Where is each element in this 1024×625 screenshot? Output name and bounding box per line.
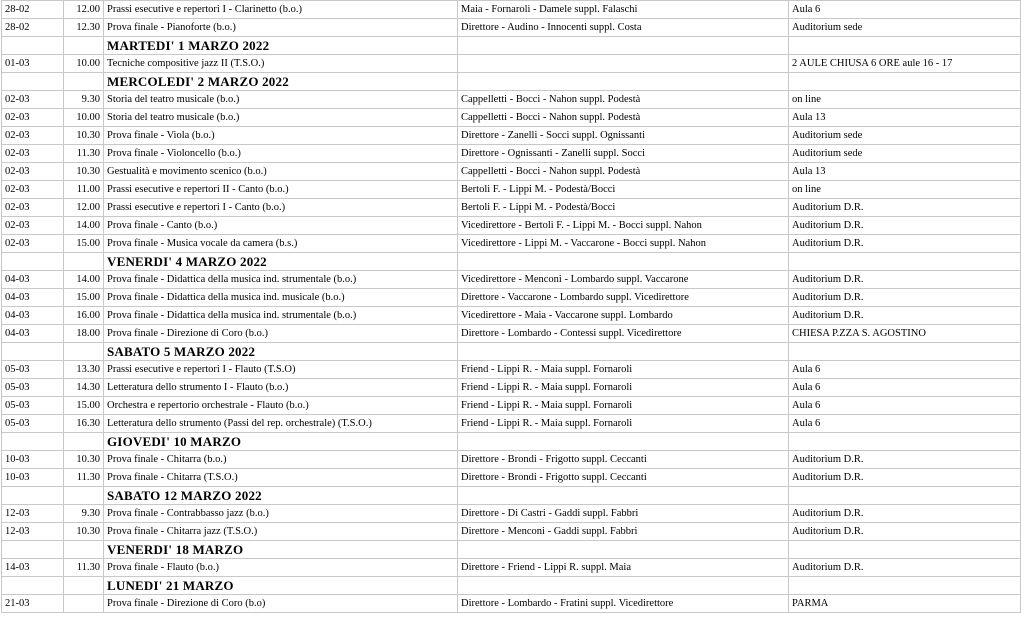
day-title: VENERDI' 4 MARZO 2022: [104, 253, 458, 271]
date-cell: 05-03: [2, 379, 64, 397]
day-header-row: [2, 253, 1021, 271]
date-cell: 10-03: [2, 469, 64, 487]
blank-cell: [789, 487, 1021, 505]
date-cell: 02-03: [2, 181, 64, 199]
blank-cell: [789, 433, 1021, 451]
blank-cell: [789, 37, 1021, 55]
table-row: [2, 163, 1021, 181]
date-cell: 04-03: [2, 289, 64, 307]
exam-schedule-table: [1, 0, 1021, 613]
time-cell: 10.00: [64, 55, 104, 73]
table-row: [2, 451, 1021, 469]
time-cell: 16.00: [64, 307, 104, 325]
room-cell: Auditorium D.R.: [789, 559, 1021, 577]
table-row: [2, 325, 1021, 343]
room-cell: 2 AULE CHIUSA 6 ORE aule 16 - 17: [789, 55, 1021, 73]
time-cell: 11.30: [64, 145, 104, 163]
commission-cell: Friend - Lippi R. - Maia suppl. Fornaroli: [458, 415, 789, 433]
table-row: [2, 1, 1021, 19]
time-cell: 9.30: [64, 91, 104, 109]
date-cell: 02-03: [2, 235, 64, 253]
room-cell: Auditorium D.R.: [789, 235, 1021, 253]
course-cell: Prova finale - Direzione di Coro (b.o.): [104, 325, 458, 343]
commission-cell: Maia - Fornaroli - Damele suppl. Falaschi: [458, 1, 789, 19]
blank-cell: [789, 253, 1021, 271]
commission-cell: Direttore - Di Castri - Gaddi suppl. Fabbri: [458, 505, 789, 523]
blank-cell: [458, 577, 789, 595]
blank-cell: [789, 541, 1021, 559]
table-row: [2, 55, 1021, 73]
time-cell: 10.30: [64, 451, 104, 469]
date-cell: 02-03: [2, 217, 64, 235]
course-cell: Prova finale - Canto (b.o.): [104, 217, 458, 235]
blank-cell: [458, 433, 789, 451]
blank-cell: [789, 73, 1021, 91]
room-cell: Auditorium D.R.: [789, 523, 1021, 541]
course-cell: Prova finale - Pianoforte (b.o.): [104, 19, 458, 37]
blank-cell: [789, 577, 1021, 595]
table-row: [2, 361, 1021, 379]
day-title: MERCOLEDI' 2 MARZO 2022: [104, 73, 458, 91]
course-cell: Prova finale - Chitarra jazz (T.S.O.): [104, 523, 458, 541]
commission-cell: Direttore - Brondi - Frigotto suppl. Ceccanti: [458, 469, 789, 487]
blank-cell: [64, 37, 104, 55]
course-cell: Tecniche compositive jazz II (T.S.O.): [104, 55, 458, 73]
blank-cell: [458, 37, 789, 55]
course-cell: Prova finale - Chitarra (T.S.O.): [104, 469, 458, 487]
time-cell: 16.30: [64, 415, 104, 433]
course-cell: Letteratura dello strumento I - Flauto (b.o.): [104, 379, 458, 397]
day-title: GIOVEDI' 10 MARZO: [104, 433, 458, 451]
date-cell: 28-02: [2, 1, 64, 19]
room-cell: Aula 13: [789, 163, 1021, 181]
date-cell: 02-03: [2, 109, 64, 127]
date-cell: 04-03: [2, 271, 64, 289]
table-row: [2, 217, 1021, 235]
date-cell: 04-03: [2, 307, 64, 325]
blank-cell: [458, 253, 789, 271]
room-cell: Aula 6: [789, 397, 1021, 415]
course-cell: Prassi esecutive e repertori I - Canto (b.o.): [104, 199, 458, 217]
blank-cell: [64, 577, 104, 595]
table-row: [2, 595, 1021, 613]
room-cell: Auditorium D.R.: [789, 451, 1021, 469]
day-header-row: [2, 541, 1021, 559]
date-cell: 02-03: [2, 199, 64, 217]
blank-cell: [458, 487, 789, 505]
blank-cell: [2, 433, 64, 451]
blank-cell: [789, 343, 1021, 361]
date-cell: 01-03: [2, 55, 64, 73]
commission-cell: Direttore - Lombardo - Contessi suppl. Vicedirettore: [458, 325, 789, 343]
table-row: [2, 379, 1021, 397]
table-row: [2, 307, 1021, 325]
commission-cell: Direttore - Vaccarone - Lombardo suppl. Vicedirettore: [458, 289, 789, 307]
commission-cell: Vicedirettore - Lippi M. - Vaccarone - Bocci suppl. Nahon: [458, 235, 789, 253]
commission-cell: Direttore - Zanelli - Socci suppl. Ognissanti: [458, 127, 789, 145]
table-row: [2, 109, 1021, 127]
room-cell: Auditorium D.R.: [789, 271, 1021, 289]
room-cell: Aula 13: [789, 109, 1021, 127]
time-cell: 15.00: [64, 397, 104, 415]
room-cell: on line: [789, 91, 1021, 109]
room-cell: Auditorium D.R.: [789, 289, 1021, 307]
day-title: LUNEDI' 21 MARZO: [104, 577, 458, 595]
course-cell: Prova finale - Musica vocale da camera (b.s.): [104, 235, 458, 253]
date-cell: 12-03: [2, 505, 64, 523]
blank-cell: [64, 73, 104, 91]
room-cell: Auditorium D.R.: [789, 469, 1021, 487]
time-cell: 10.30: [64, 523, 104, 541]
table-row: [2, 235, 1021, 253]
time-cell: 11.30: [64, 559, 104, 577]
course-cell: Prova finale - Chitarra (b.o.): [104, 451, 458, 469]
time-cell: 14.00: [64, 217, 104, 235]
blank-cell: [458, 73, 789, 91]
commission-cell: Friend - Lippi R. - Maia suppl. Fornaroli: [458, 397, 789, 415]
day-title: SABATO 5 MARZO 2022: [104, 343, 458, 361]
time-cell: 14.00: [64, 271, 104, 289]
course-cell: Prova finale - Didattica della musica ind. musicale (b.o.): [104, 289, 458, 307]
commission-cell: Direttore - Audino - Innocenti suppl. Costa: [458, 19, 789, 37]
course-cell: Prova finale - Didattica della musica ind. strumentale (b.o.): [104, 271, 458, 289]
table-row: [2, 289, 1021, 307]
blank-cell: [2, 37, 64, 55]
date-cell: 04-03: [2, 325, 64, 343]
day-header-row: [2, 433, 1021, 451]
time-cell: 10.30: [64, 127, 104, 145]
room-cell: Auditorium D.R.: [789, 505, 1021, 523]
time-cell: 13.30: [64, 361, 104, 379]
blank-cell: [64, 433, 104, 451]
time-cell: 9.30: [64, 505, 104, 523]
blank-cell: [64, 541, 104, 559]
room-cell: Auditorium sede: [789, 145, 1021, 163]
room-cell: PARMA: [789, 595, 1021, 613]
table-row: [2, 271, 1021, 289]
table-row: [2, 199, 1021, 217]
room-cell: Aula 6: [789, 415, 1021, 433]
time-cell: [64, 595, 104, 613]
room-cell: Aula 6: [789, 1, 1021, 19]
blank-cell: [64, 343, 104, 361]
course-cell: Letteratura dello strumento (Passi del rep. orchestrale) (T.S.O.): [104, 415, 458, 433]
date-cell: 14-03: [2, 559, 64, 577]
course-cell: Prassi esecutive e repertori I - Flauto (T.S.O): [104, 361, 458, 379]
room-cell: Aula 6: [789, 361, 1021, 379]
commission-cell: [458, 55, 789, 73]
day-header-row: [2, 73, 1021, 91]
date-cell: 28-02: [2, 19, 64, 37]
commission-cell: Direttore - Menconi - Gaddi suppl. Fabbri: [458, 523, 789, 541]
time-cell: 15.00: [64, 235, 104, 253]
time-cell: 12.30: [64, 19, 104, 37]
table-row: [2, 415, 1021, 433]
date-cell: 02-03: [2, 91, 64, 109]
commission-cell: Bertoli F. - Lippi M. - Podestà/Bocci: [458, 199, 789, 217]
table-row: [2, 91, 1021, 109]
table-row: [2, 19, 1021, 37]
day-header-row: [2, 577, 1021, 595]
table-row: [2, 127, 1021, 145]
time-cell: 18.00: [64, 325, 104, 343]
time-cell: 11.30: [64, 469, 104, 487]
course-cell: Prova finale - Contrabbasso jazz (b.o.): [104, 505, 458, 523]
table-row: [2, 469, 1021, 487]
blank-cell: [2, 487, 64, 505]
blank-cell: [458, 541, 789, 559]
course-cell: Orchestra e repertorio orchestrale - Flauto (b.o.): [104, 397, 458, 415]
time-cell: 10.00: [64, 109, 104, 127]
room-cell: Auditorium sede: [789, 127, 1021, 145]
room-cell: Auditorium D.R.: [789, 307, 1021, 325]
table-row: [2, 145, 1021, 163]
room-cell: Auditorium sede: [789, 19, 1021, 37]
date-cell: 02-03: [2, 127, 64, 145]
course-cell: Prova finale - Flauto (b.o.): [104, 559, 458, 577]
blank-cell: [2, 253, 64, 271]
room-cell: Auditorium D.R.: [789, 199, 1021, 217]
blank-cell: [64, 253, 104, 271]
date-cell: 05-03: [2, 415, 64, 433]
blank-cell: [2, 541, 64, 559]
date-cell: 02-03: [2, 145, 64, 163]
room-cell: Aula 6: [789, 379, 1021, 397]
course-cell: Prova finale - Didattica della musica ind. strumentale (b.o.): [104, 307, 458, 325]
blank-cell: [64, 487, 104, 505]
day-title: VENERDI' 18 MARZO: [104, 541, 458, 559]
blank-cell: [458, 343, 789, 361]
date-cell: 05-03: [2, 397, 64, 415]
date-cell: 21-03: [2, 595, 64, 613]
commission-cell: Direttore - Lombardo - Fratini suppl. Vicedirettore: [458, 595, 789, 613]
room-cell: CHIESA P.ZZA S. AGOSTINO: [789, 325, 1021, 343]
blank-cell: [2, 73, 64, 91]
day-title: SABATO 12 MARZO 2022: [104, 487, 458, 505]
time-cell: 14.30: [64, 379, 104, 397]
course-cell: Storia del teatro musicale (b.o.): [104, 109, 458, 127]
commission-cell: Direttore - Ognissanti - Zanelli suppl. Socci: [458, 145, 789, 163]
table-row: [2, 505, 1021, 523]
commission-cell: Friend - Lippi R. - Maia suppl. Fornaroli: [458, 361, 789, 379]
course-cell: Prova finale - Direzione di Coro (b.o): [104, 595, 458, 613]
commission-cell: Direttore - Friend - Lippi R. suppl. Maia: [458, 559, 789, 577]
blank-cell: [2, 343, 64, 361]
course-cell: Gestualità e movimento scenico (b.o.): [104, 163, 458, 181]
day-header-row: [2, 343, 1021, 361]
room-cell: Auditorium D.R.: [789, 217, 1021, 235]
time-cell: 11.00: [64, 181, 104, 199]
date-cell: 02-03: [2, 163, 64, 181]
commission-cell: Vicedirettore - Bertoli F. - Lippi M. - Bocci suppl. Nahon: [458, 217, 789, 235]
date-cell: 12-03: [2, 523, 64, 541]
commission-cell: Vicedirettore - Menconi - Lombardo suppl. Vaccarone: [458, 271, 789, 289]
day-header-row: [2, 487, 1021, 505]
commission-cell: Cappelletti - Bocci - Nahon suppl. Podestà: [458, 109, 789, 127]
course-cell: Prassi esecutive e repertori II - Canto (b.o.): [104, 181, 458, 199]
table-row: [2, 523, 1021, 541]
table-row: [2, 181, 1021, 199]
course-cell: Prova finale - Viola (b.o.): [104, 127, 458, 145]
day-title: MARTEDI' 1 MARZO 2022: [104, 37, 458, 55]
table-row: [2, 397, 1021, 415]
commission-cell: Friend - Lippi R. - Maia suppl. Fornaroli: [458, 379, 789, 397]
commission-cell: Vicedirettore - Maia - Vaccarone suppl. Lombardo: [458, 307, 789, 325]
time-cell: 12.00: [64, 199, 104, 217]
date-cell: 05-03: [2, 361, 64, 379]
time-cell: 15.00: [64, 289, 104, 307]
room-cell: on line: [789, 181, 1021, 199]
commission-cell: Direttore - Brondi - Frigotto suppl. Ceccanti: [458, 451, 789, 469]
schedule-body: [2, 1, 1021, 613]
table-row: [2, 559, 1021, 577]
course-cell: Prassi esecutive e repertori I - Clarinetto (b.o.): [104, 1, 458, 19]
course-cell: Storia del teatro musicale (b.o.): [104, 91, 458, 109]
commission-cell: Cappelletti - Bocci - Nahon suppl. Podestà: [458, 91, 789, 109]
date-cell: 10-03: [2, 451, 64, 469]
time-cell: 12.00: [64, 1, 104, 19]
time-cell: 10.30: [64, 163, 104, 181]
blank-cell: [2, 577, 64, 595]
commission-cell: Bertoli F. - Lippi M. - Podestà/Bocci: [458, 181, 789, 199]
day-header-row: [2, 37, 1021, 55]
commission-cell: Cappelletti - Bocci - Nahon suppl. Podestà: [458, 163, 789, 181]
course-cell: Prova finale - Violoncello (b.o.): [104, 145, 458, 163]
